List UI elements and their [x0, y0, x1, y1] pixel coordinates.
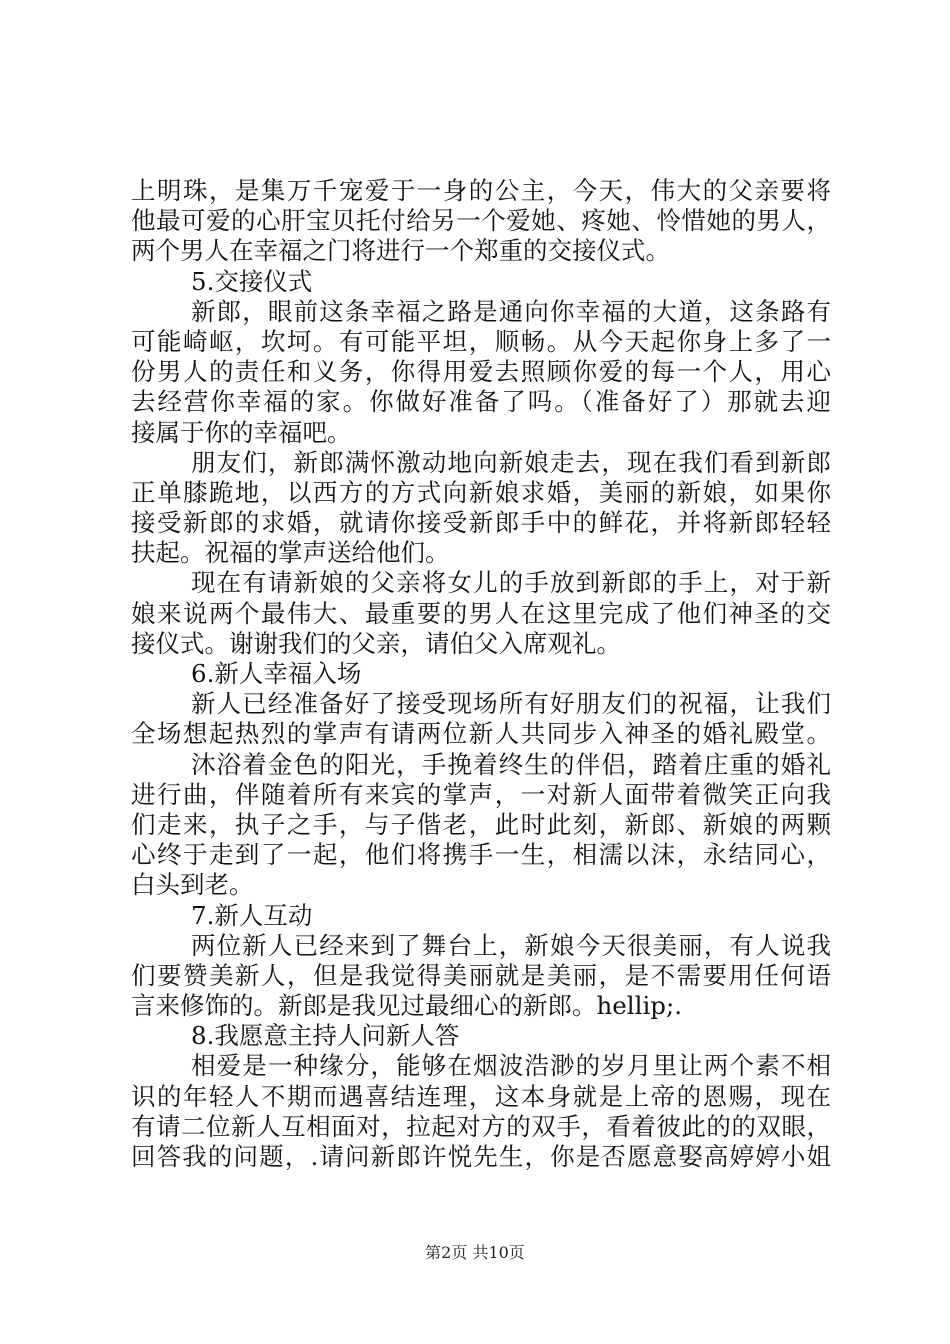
text-line: 进行曲，伴随着所有来宾的掌声，一对新人面带着微笑正向我: [131, 779, 831, 809]
text-line: 识的年轻人不期而遇喜结连理，这本身就是上帝的恩赐，现在: [131, 1081, 831, 1111]
page-footer: 第2页 共10页: [425, 1243, 525, 1262]
text-line: 沐浴着金色的阳光，手挽着终生的伴侣，踏着庄重的婚礼: [191, 749, 831, 779]
text-line: 上明珠，是集万千宠爱于一身的公主，今天，伟大的父亲要将: [131, 176, 831, 205]
text-line: 现在有请新娘的父亲将女儿的手放到新郎的手上，对于新: [191, 568, 831, 598]
text-line: 言来修饰的。新郎是我见过最细心的新郎。hellip;.: [131, 991, 683, 1021]
text-line: 相爱是一种缘分，能够在烟波浩渺的岁月里让两个素不相: [191, 1051, 831, 1081]
text-line: 可能崎岖，坎坷。有可能平坦，顺畅。从今天起你身上多了一: [131, 326, 831, 356]
text-line: 接属于你的幸福吧。: [131, 417, 352, 447]
text-line: 7.新人互动: [191, 900, 313, 930]
text-line: 全场想起热烈的掌声有请两位新人共同步入神圣的婚礼殿堂。: [131, 719, 831, 749]
text-line: 回答我的问题，.请问新郎许悦先生，你是否愿意娶高婷婷小姐: [131, 1142, 831, 1171]
text-line: 扶起。祝福的掌声送给他们。: [131, 538, 450, 568]
text-line: 5.交接仪式: [191, 266, 313, 296]
text-line: 有请二位新人互相面对，拉起对方的双手，看着彼此的的双眼，: [131, 1111, 831, 1141]
text-line: 6.新人幸福入场: [191, 659, 362, 688]
text-line: 心终于走到了一起，他们将携手一生，相濡以沫，永结同心，: [131, 840, 831, 870]
text-line: 接仪式。谢谢我们的父亲，请伯父入席观礼。: [131, 628, 621, 658]
text-line: 娘来说两个最伟大、最重要的男人在这里完成了他们神圣的交: [131, 598, 831, 628]
text-line: 新郎，眼前这条幸福之路是通向你幸福的大道，这条路有: [191, 296, 831, 326]
text-line: 去经营你幸福的家。你做好准备了吗。（准备好了）那就去迎: [131, 387, 831, 417]
text-line: 白头到老。: [131, 870, 254, 900]
text-line: 份男人的责任和义务，你得用爱去照顾你爱的每一个人，用心: [131, 357, 831, 387]
document-body: [131, 176, 831, 1172]
text-line: 两个男人在幸福之门将进行一个郑重的交接仪式。: [131, 236, 670, 266]
text-line: 8.我愿意主持人问新人答: [191, 1021, 460, 1051]
text-line: 两位新人已经来到了舞台上，新娘今天很美丽，有人说我: [191, 930, 831, 960]
text-line: 朋友们，新郎满怀激动地向新娘走去，现在我们看到新郎: [191, 447, 831, 477]
text-line: 正单膝跪地，以西方的方式向新娘求婚，美丽的新娘，如果你: [131, 477, 831, 507]
text-line: 们要赞美新人，但是我觉得美丽就是美丽，是不需要用任何语: [131, 960, 831, 990]
text-line: 接受新郎的求婚，就请你接受新郎手中的鲜花，并将新郎轻轻: [131, 508, 831, 538]
text-line: 们走来，执子之手，与子偕老，此时此刻，新郎、新娘的两颗: [131, 809, 831, 839]
text-line: 他最可爱的心肝宝贝托付给另一个爱她、疼她、怜惜她的男人，: [131, 206, 831, 236]
text-line: 新人已经准备好了接受现场所有好朋友们的祝福，让我们: [191, 689, 831, 719]
